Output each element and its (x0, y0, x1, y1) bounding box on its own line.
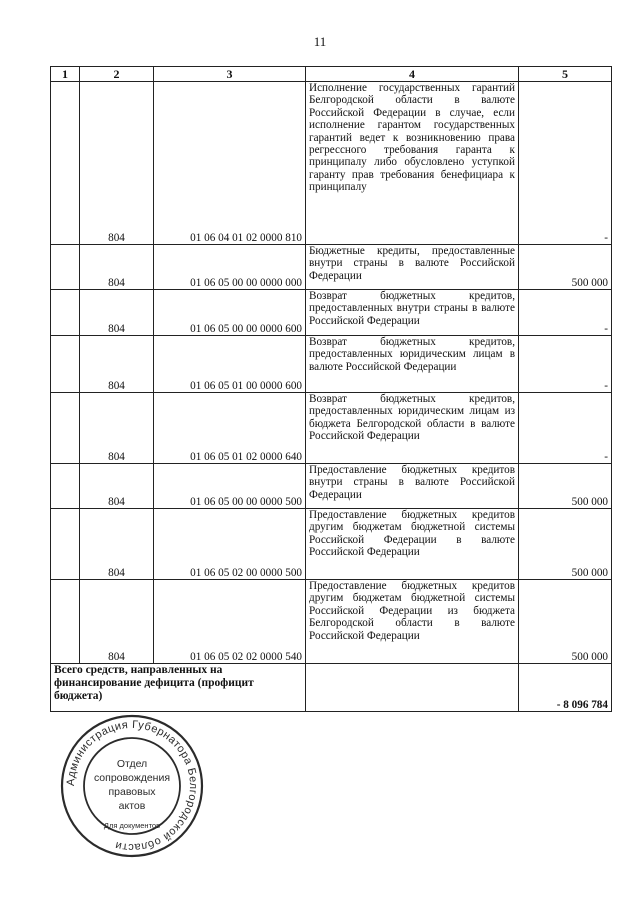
table-row (51, 290, 612, 336)
kbk-code-cell: 01 06 04 01 02 0000 810 (154, 82, 306, 245)
table-row (51, 393, 612, 464)
table-row (51, 580, 612, 664)
kbk-code-cell: 01 06 05 00 00 0000 000 (154, 245, 306, 290)
row-number-cell (51, 580, 80, 664)
total-amount: - 8 096 784 (519, 664, 612, 712)
total-empty-cell (306, 664, 519, 712)
column-header: 4 (306, 67, 519, 82)
row-number-cell (51, 82, 80, 245)
admin-code-cell: 804 (80, 336, 154, 393)
amount-cell: 500 000 (519, 509, 612, 580)
table-row (51, 464, 612, 509)
amount-cell: 500 000 (519, 245, 612, 290)
admin-code-cell: 804 (80, 245, 154, 290)
stamp-line-2: сопровождения (93, 772, 171, 784)
description-cell: Предоставление бюджетных кредитов внутри страны в валюте Российской Федерации (306, 464, 519, 509)
amount-cell: - (519, 82, 612, 245)
amount-cell: - (519, 336, 612, 393)
row-number-cell (51, 336, 80, 393)
table-row (51, 82, 612, 245)
table-row (51, 245, 612, 290)
kbk-code-cell: 01 06 05 01 02 0000 640 (154, 393, 306, 464)
kbk-code-cell: 01 06 05 01 00 0000 600 (154, 336, 306, 393)
amount-cell: - (519, 290, 612, 336)
description-cell: Предоставление бюджетных кредитов другим бюджетам бюджетной системы Российской Федерации в валюте Российской Федерации (306, 509, 519, 580)
table-row (51, 509, 612, 580)
table-header-row (51, 67, 612, 82)
column-header: 5 (519, 67, 612, 82)
admin-code-cell: 804 (80, 82, 154, 245)
stamp-line-3: правовых (108, 786, 156, 798)
row-number-cell (51, 393, 80, 464)
stamp-bottom-text: Для документов (103, 821, 161, 830)
stamp-line-1: Отдел (116, 758, 148, 770)
admin-code-cell: 804 (80, 509, 154, 580)
kbk-code-cell: 01 06 05 02 02 0000 540 (154, 580, 306, 664)
row-number-cell (51, 290, 80, 336)
kbk-code-cell: 01 06 05 00 00 0000 600 (154, 290, 306, 336)
total-row (51, 664, 612, 712)
description-cell: Предоставление бюджетных кредитов другим бюджетам бюджетной системы Российской Федерации из бюджета Белгородской области в валюте Российской Федерации (306, 580, 519, 664)
description-cell: Возврат бюджетных кредитов, предоставленных юридическим лицам из бюджета Белгородской области в валюте Российской Федерации (306, 393, 519, 464)
description-cell: Возврат бюджетных кредитов, предоставленных юридическим лицам в валюте Российской Федерации (306, 336, 519, 393)
kbk-code-cell: 01 06 05 02 00 0000 500 (154, 509, 306, 580)
budget-table (50, 66, 612, 712)
page-number: 11 (313, 34, 327, 49)
official-stamp (58, 712, 206, 860)
amount-cell: 500 000 (519, 464, 612, 509)
row-number-cell (51, 464, 80, 509)
admin-code-cell: 804 (80, 290, 154, 336)
row-number-cell (51, 509, 80, 580)
admin-code-cell: 804 (80, 393, 154, 464)
amount-cell: 500 000 (519, 580, 612, 664)
stamp-ring-text: Администрация Губернатора Белгородской области (64, 718, 200, 854)
stamp-line-4: актов (118, 800, 146, 812)
column-header: 1 (51, 67, 80, 82)
total-label: Всего средств, направленных на финансирование дефицита (профицит бюджета) (51, 664, 306, 712)
column-header: 2 (80, 67, 154, 82)
kbk-code-cell: 01 06 05 00 00 0000 500 (154, 464, 306, 509)
admin-code-cell: 804 (80, 580, 154, 664)
description-cell: Бюджетные кредиты, предоставленные внутри страны в валюте Российской Федерации (306, 245, 519, 290)
description-cell: Возврат бюджетных кредитов, предоставленных внутри страны в валюте Российской Федерации (306, 290, 519, 336)
table-row (51, 336, 612, 393)
amount-cell: - (519, 393, 612, 464)
description-cell: Исполнение государственных гарантий Белгородской области в валюте Российской Федерации в случае, если исполнение гарантом государственных гарантий ведет к возникновению права регрессного требования гаранта к принципалу либо обусловлено уступкой гаранту прав требования бенефициара к принципалу (306, 82, 519, 245)
admin-code-cell: 804 (80, 464, 154, 509)
column-header: 3 (154, 67, 306, 82)
row-number-cell (51, 245, 80, 290)
